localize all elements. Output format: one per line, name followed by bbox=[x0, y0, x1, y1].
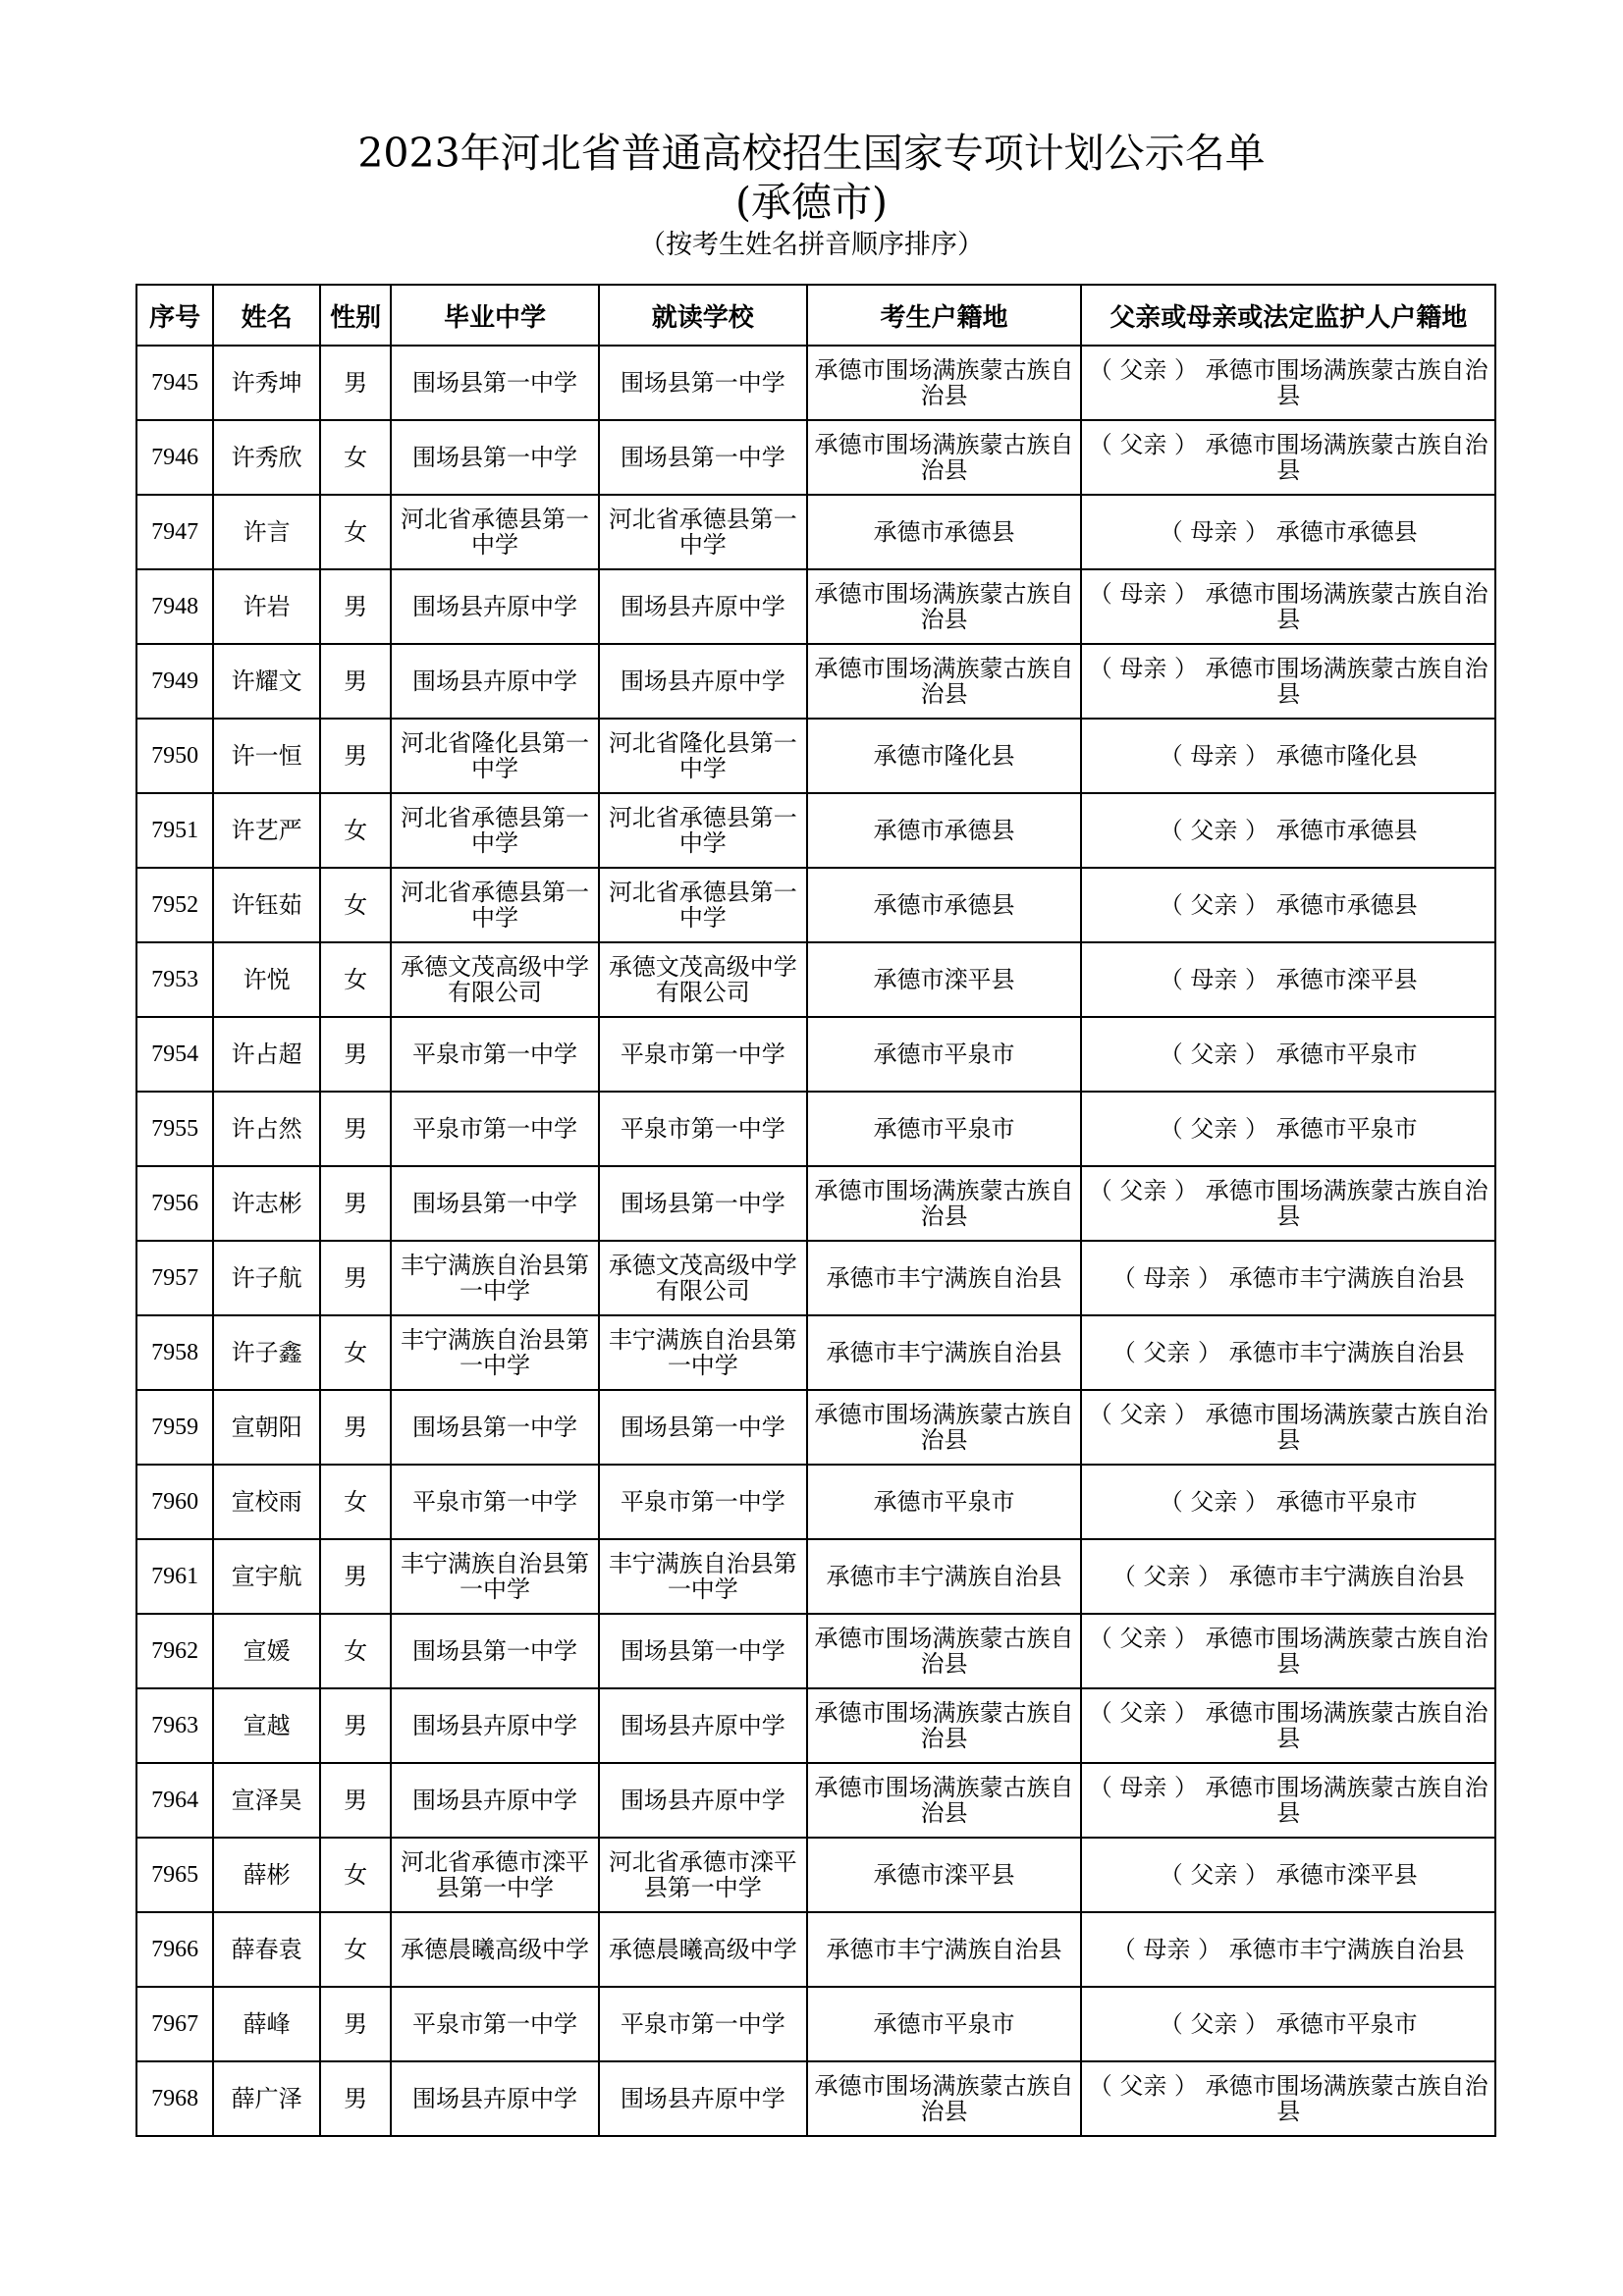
guardian-household-cell: （ 母亲 ） 承德市丰宁满族自治县 bbox=[1081, 1241, 1495, 1315]
seq-cell: 7965 bbox=[136, 1838, 213, 1912]
household-cell: 承德市围场满族蒙古族自治县 bbox=[807, 1166, 1082, 1241]
page-subtitle: (承德市) bbox=[735, 179, 888, 226]
table-row bbox=[136, 1688, 1495, 1763]
gender-cell: 男 bbox=[320, 346, 391, 420]
current-school-cell: 河北省承德市滦平县第一中学 bbox=[599, 1838, 807, 1912]
seq-cell: 7968 bbox=[136, 2061, 213, 2136]
table-row bbox=[136, 793, 1495, 868]
name-cell: 许艺严 bbox=[213, 793, 320, 868]
seq-cell: 7963 bbox=[136, 1688, 213, 1763]
current-school-cell: 围场县第一中学 bbox=[599, 1614, 807, 1688]
seq-cell: 7952 bbox=[136, 868, 213, 942]
household-cell: 承德市围场满族蒙古族自治县 bbox=[807, 346, 1082, 420]
table-row bbox=[136, 495, 1495, 569]
household-cell: 承德市围场满族蒙古族自治县 bbox=[807, 1688, 1082, 1763]
name-cell: 薛广泽 bbox=[213, 2061, 320, 2136]
seq-cell: 7951 bbox=[136, 793, 213, 868]
graduated-school-cell: 承德文茂高级中学有限公司 bbox=[391, 942, 599, 1017]
seq-cell: 7958 bbox=[136, 1315, 213, 1390]
guardian-household-cell: （ 母亲 ） 承德市围场满族蒙古族自治县 bbox=[1081, 644, 1495, 719]
seq-cell: 7961 bbox=[136, 1539, 213, 1614]
seq-cell: 7957 bbox=[136, 1241, 213, 1315]
current-school-cell: 承德晨曦高级中学 bbox=[599, 1912, 807, 1987]
current-school-cell: 围场县第一中学 bbox=[599, 1390, 807, 1465]
name-cell: 许钰茹 bbox=[213, 868, 320, 942]
current-school-cell: 承德文茂高级中学有限公司 bbox=[599, 942, 807, 1017]
column-header: 性别 bbox=[320, 285, 391, 346]
graduated-school-cell: 围场县第一中学 bbox=[391, 346, 599, 420]
guardian-household-cell: （ 父亲 ） 承德市围场满族蒙古族自治县 bbox=[1081, 1614, 1495, 1688]
guardian-household-cell: （ 父亲 ） 承德市丰宁满族自治县 bbox=[1081, 1315, 1495, 1390]
household-cell: 承德市围场满族蒙古族自治县 bbox=[807, 1614, 1082, 1688]
name-cell: 宣朝阳 bbox=[213, 1390, 320, 1465]
gender-cell: 男 bbox=[320, 1166, 391, 1241]
table-row bbox=[136, 1465, 1495, 1539]
gender-cell: 男 bbox=[320, 1092, 391, 1166]
current-school-cell: 围场县卉原中学 bbox=[599, 1688, 807, 1763]
guardian-household-cell: （ 父亲 ） 承德市围场满族蒙古族自治县 bbox=[1081, 346, 1495, 420]
column-header: 姓名 bbox=[213, 285, 320, 346]
gender-cell: 男 bbox=[320, 2061, 391, 2136]
graduated-school-cell: 围场县第一中学 bbox=[391, 1166, 599, 1241]
household-cell: 承德市围场满族蒙古族自治县 bbox=[807, 2061, 1082, 2136]
name-cell: 宣泽昊 bbox=[213, 1763, 320, 1838]
seq-cell: 7946 bbox=[136, 420, 213, 495]
guardian-household-cell: （ 父亲 ） 承德市丰宁满族自治县 bbox=[1081, 1539, 1495, 1614]
current-school-cell: 河北省隆化县第一中学 bbox=[599, 719, 807, 793]
name-cell: 宣媛 bbox=[213, 1614, 320, 1688]
household-cell: 承德市围场满族蒙古族自治县 bbox=[807, 1390, 1082, 1465]
seq-cell: 7945 bbox=[136, 346, 213, 420]
gender-cell: 男 bbox=[320, 569, 391, 644]
graduated-school-cell: 承德晨曦高级中学 bbox=[391, 1912, 599, 1987]
graduated-school-cell: 河北省承德县第一中学 bbox=[391, 495, 599, 569]
seq-cell: 7948 bbox=[136, 569, 213, 644]
seq-cell: 7950 bbox=[136, 719, 213, 793]
current-school-cell: 河北省承德县第一中学 bbox=[599, 495, 807, 569]
table-row bbox=[136, 644, 1495, 719]
household-cell: 承德市丰宁满族自治县 bbox=[807, 1539, 1082, 1614]
current-school-cell: 平泉市第一中学 bbox=[599, 1465, 807, 1539]
gender-cell: 男 bbox=[320, 1390, 391, 1465]
table-row bbox=[136, 569, 1495, 644]
graduated-school-cell: 围场县卉原中学 bbox=[391, 569, 599, 644]
household-cell: 承德市围场满族蒙古族自治县 bbox=[807, 420, 1082, 495]
gender-cell: 男 bbox=[320, 1241, 391, 1315]
current-school-cell: 河北省承德县第一中学 bbox=[599, 868, 807, 942]
graduated-school-cell: 河北省承德市滦平县第一中学 bbox=[391, 1838, 599, 1912]
current-school-cell: 围场县卉原中学 bbox=[599, 569, 807, 644]
name-cell: 许子鑫 bbox=[213, 1315, 320, 1390]
guardian-household-cell: （ 父亲 ） 承德市围场满族蒙古族自治县 bbox=[1081, 420, 1495, 495]
table-header-row bbox=[136, 285, 1495, 346]
guardian-household-cell: （ 母亲 ） 承德市隆化县 bbox=[1081, 719, 1495, 793]
current-school-cell: 围场县卉原中学 bbox=[599, 1763, 807, 1838]
table-row bbox=[136, 1315, 1495, 1390]
table-row bbox=[136, 1838, 1495, 1912]
gender-cell: 女 bbox=[320, 420, 391, 495]
current-school-cell: 围场县第一中学 bbox=[599, 1166, 807, 1241]
guardian-household-cell: （ 母亲 ） 承德市丰宁满族自治县 bbox=[1081, 1912, 1495, 1987]
column-header: 就读学校 bbox=[599, 285, 807, 346]
household-cell: 承德市滦平县 bbox=[807, 942, 1082, 1017]
seq-cell: 7947 bbox=[136, 495, 213, 569]
name-cell: 薛峰 bbox=[213, 1987, 320, 2061]
table-row bbox=[136, 1241, 1495, 1315]
graduated-school-cell: 围场县第一中学 bbox=[391, 420, 599, 495]
seq-cell: 7962 bbox=[136, 1614, 213, 1688]
table-row bbox=[136, 1912, 1495, 1987]
current-school-cell: 平泉市第一中学 bbox=[599, 1987, 807, 2061]
gender-cell: 男 bbox=[320, 1987, 391, 2061]
seq-cell: 7949 bbox=[136, 644, 213, 719]
current-school-cell: 平泉市第一中学 bbox=[599, 1017, 807, 1092]
household-cell: 承德市丰宁满族自治县 bbox=[807, 1315, 1082, 1390]
household-cell: 承德市滦平县 bbox=[807, 1838, 1082, 1912]
column-header: 考生户籍地 bbox=[807, 285, 1082, 346]
table-row bbox=[136, 1017, 1495, 1092]
seq-cell: 7954 bbox=[136, 1017, 213, 1092]
guardian-household-cell: （ 父亲 ） 承德市平泉市 bbox=[1081, 1465, 1495, 1539]
graduated-school-cell: 丰宁满族自治县第一中学 bbox=[391, 1241, 599, 1315]
gender-cell: 女 bbox=[320, 1838, 391, 1912]
household-cell: 承德市平泉市 bbox=[807, 1465, 1082, 1539]
table-row bbox=[136, 1092, 1495, 1166]
name-cell: 宣校雨 bbox=[213, 1465, 320, 1539]
household-cell: 承德市围场满族蒙古族自治县 bbox=[807, 1763, 1082, 1838]
household-cell: 承德市平泉市 bbox=[807, 1987, 1082, 2061]
current-school-cell: 丰宁满族自治县第一中学 bbox=[599, 1539, 807, 1614]
name-cell: 许秀欣 bbox=[213, 420, 320, 495]
guardian-household-cell: （ 父亲 ） 承德市承德县 bbox=[1081, 793, 1495, 868]
current-school-cell: 平泉市第一中学 bbox=[599, 1092, 807, 1166]
current-school-cell: 河北省承德县第一中学 bbox=[599, 793, 807, 868]
gender-cell: 男 bbox=[320, 644, 391, 719]
guardian-household-cell: （ 母亲 ） 承德市围场满族蒙古族自治县 bbox=[1081, 569, 1495, 644]
gender-cell: 女 bbox=[320, 495, 391, 569]
graduated-school-cell: 河北省承德县第一中学 bbox=[391, 868, 599, 942]
seq-cell: 7967 bbox=[136, 1987, 213, 2061]
seq-cell: 7966 bbox=[136, 1912, 213, 1987]
household-cell: 承德市隆化县 bbox=[807, 719, 1082, 793]
seq-cell: 7964 bbox=[136, 1763, 213, 1838]
table-row bbox=[136, 1987, 1495, 2061]
gender-cell: 男 bbox=[320, 1539, 391, 1614]
table-row bbox=[136, 1763, 1495, 1838]
guardian-household-cell: （ 父亲 ） 承德市滦平县 bbox=[1081, 1838, 1495, 1912]
name-cell: 许言 bbox=[213, 495, 320, 569]
seq-cell: 7953 bbox=[136, 942, 213, 1017]
table-row bbox=[136, 346, 1495, 420]
gender-cell: 男 bbox=[320, 1763, 391, 1838]
graduated-school-cell: 河北省隆化县第一中学 bbox=[391, 719, 599, 793]
name-cell: 许一恒 bbox=[213, 719, 320, 793]
table-row bbox=[136, 1390, 1495, 1465]
page-title: 2023年河北省普通高校招生国家专项计划公示名单 bbox=[357, 130, 1266, 177]
graduated-school-cell: 丰宁满族自治县第一中学 bbox=[391, 1539, 599, 1614]
household-cell: 承德市围场满族蒙古族自治县 bbox=[807, 569, 1082, 644]
graduated-school-cell: 平泉市第一中学 bbox=[391, 1092, 599, 1166]
column-header: 父亲或母亲或法定监护人户籍地 bbox=[1081, 285, 1495, 346]
name-cell: 宣宇航 bbox=[213, 1539, 320, 1614]
table-row bbox=[136, 868, 1495, 942]
name-cell: 薛彬 bbox=[213, 1838, 320, 1912]
current-school-cell: 围场县卉原中学 bbox=[599, 644, 807, 719]
name-cell: 许悦 bbox=[213, 942, 320, 1017]
guardian-household-cell: （ 父亲 ） 承德市平泉市 bbox=[1081, 1987, 1495, 2061]
name-cell: 宣越 bbox=[213, 1688, 320, 1763]
graduated-school-cell: 围场县卉原中学 bbox=[391, 1688, 599, 1763]
table-row bbox=[136, 420, 1495, 495]
gender-cell: 男 bbox=[320, 1688, 391, 1763]
household-cell: 承德市承德县 bbox=[807, 495, 1082, 569]
name-cell: 许志彬 bbox=[213, 1166, 320, 1241]
guardian-household-cell: （ 父亲 ） 承德市承德县 bbox=[1081, 868, 1495, 942]
guardian-household-cell: （ 母亲 ） 承德市滦平县 bbox=[1081, 942, 1495, 1017]
graduated-school-cell: 平泉市第一中学 bbox=[391, 1465, 599, 1539]
gender-cell: 女 bbox=[320, 942, 391, 1017]
guardian-household-cell: （ 父亲 ） 承德市平泉市 bbox=[1081, 1017, 1495, 1092]
gender-cell: 女 bbox=[320, 793, 391, 868]
name-cell: 许子航 bbox=[213, 1241, 320, 1315]
table-row bbox=[136, 1614, 1495, 1688]
gender-cell: 女 bbox=[320, 1614, 391, 1688]
table-row bbox=[136, 1166, 1495, 1241]
current-school-cell: 围场县第一中学 bbox=[599, 346, 807, 420]
gender-cell: 女 bbox=[320, 1315, 391, 1390]
graduated-school-cell: 平泉市第一中学 bbox=[391, 1987, 599, 2061]
graduated-school-cell: 平泉市第一中学 bbox=[391, 1017, 599, 1092]
guardian-household-cell: （ 父亲 ） 承德市围场满族蒙古族自治县 bbox=[1081, 1688, 1495, 1763]
graduated-school-cell: 河北省承德县第一中学 bbox=[391, 793, 599, 868]
sort-note: （按考生姓名拼音顺序排序） bbox=[639, 230, 984, 260]
guardian-household-cell: （ 父亲 ） 承德市围场满族蒙古族自治县 bbox=[1081, 1390, 1495, 1465]
guardian-household-cell: （ 父亲 ） 承德市围场满族蒙古族自治县 bbox=[1081, 2061, 1495, 2136]
current-school-cell: 围场县卉原中学 bbox=[599, 2061, 807, 2136]
current-school-cell: 围场县第一中学 bbox=[599, 420, 807, 495]
current-school-cell: 承德文茂高级中学有限公司 bbox=[599, 1241, 807, 1315]
table-row bbox=[136, 719, 1495, 793]
name-cell: 许占超 bbox=[213, 1017, 320, 1092]
seq-cell: 7956 bbox=[136, 1166, 213, 1241]
name-cell: 许耀文 bbox=[213, 644, 320, 719]
graduated-school-cell: 丰宁满族自治县第一中学 bbox=[391, 1315, 599, 1390]
graduated-school-cell: 围场县第一中学 bbox=[391, 1614, 599, 1688]
column-header: 毕业中学 bbox=[391, 285, 599, 346]
name-cell: 许秀坤 bbox=[213, 346, 320, 420]
current-school-cell: 丰宁满族自治县第一中学 bbox=[599, 1315, 807, 1390]
name-cell: 薛春袁 bbox=[213, 1912, 320, 1987]
household-cell: 承德市承德县 bbox=[807, 868, 1082, 942]
name-cell: 许占然 bbox=[213, 1092, 320, 1166]
gender-cell: 男 bbox=[320, 719, 391, 793]
gender-cell: 女 bbox=[320, 1912, 391, 1987]
guardian-household-cell: （ 母亲 ） 承德市承德县 bbox=[1081, 495, 1495, 569]
gender-cell: 女 bbox=[320, 868, 391, 942]
roster-table bbox=[135, 284, 1496, 2137]
gender-cell: 男 bbox=[320, 1017, 391, 1092]
graduated-school-cell: 围场县卉原中学 bbox=[391, 2061, 599, 2136]
graduated-school-cell: 围场县卉原中学 bbox=[391, 644, 599, 719]
household-cell: 承德市平泉市 bbox=[807, 1017, 1082, 1092]
guardian-household-cell: （ 父亲 ） 承德市平泉市 bbox=[1081, 1092, 1495, 1166]
seq-cell: 7955 bbox=[136, 1092, 213, 1166]
household-cell: 承德市承德县 bbox=[807, 793, 1082, 868]
gender-cell: 女 bbox=[320, 1465, 391, 1539]
seq-cell: 7960 bbox=[136, 1465, 213, 1539]
guardian-household-cell: （ 母亲 ） 承德市围场满族蒙古族自治县 bbox=[1081, 1763, 1495, 1838]
graduated-school-cell: 围场县卉原中学 bbox=[391, 1763, 599, 1838]
household-cell: 承德市围场满族蒙古族自治县 bbox=[807, 644, 1082, 719]
seq-cell: 7959 bbox=[136, 1390, 213, 1465]
column-header: 序号 bbox=[136, 285, 213, 346]
name-cell: 许岩 bbox=[213, 569, 320, 644]
guardian-household-cell: （ 父亲 ） 承德市围场满族蒙古族自治县 bbox=[1081, 1166, 1495, 1241]
household-cell: 承德市平泉市 bbox=[807, 1092, 1082, 1166]
table-row bbox=[136, 1539, 1495, 1614]
household-cell: 承德市丰宁满族自治县 bbox=[807, 1241, 1082, 1315]
graduated-school-cell: 围场县第一中学 bbox=[391, 1390, 599, 1465]
table-row bbox=[136, 942, 1495, 1017]
table-row bbox=[136, 2061, 1495, 2136]
household-cell: 承德市丰宁满族自治县 bbox=[807, 1912, 1082, 1987]
